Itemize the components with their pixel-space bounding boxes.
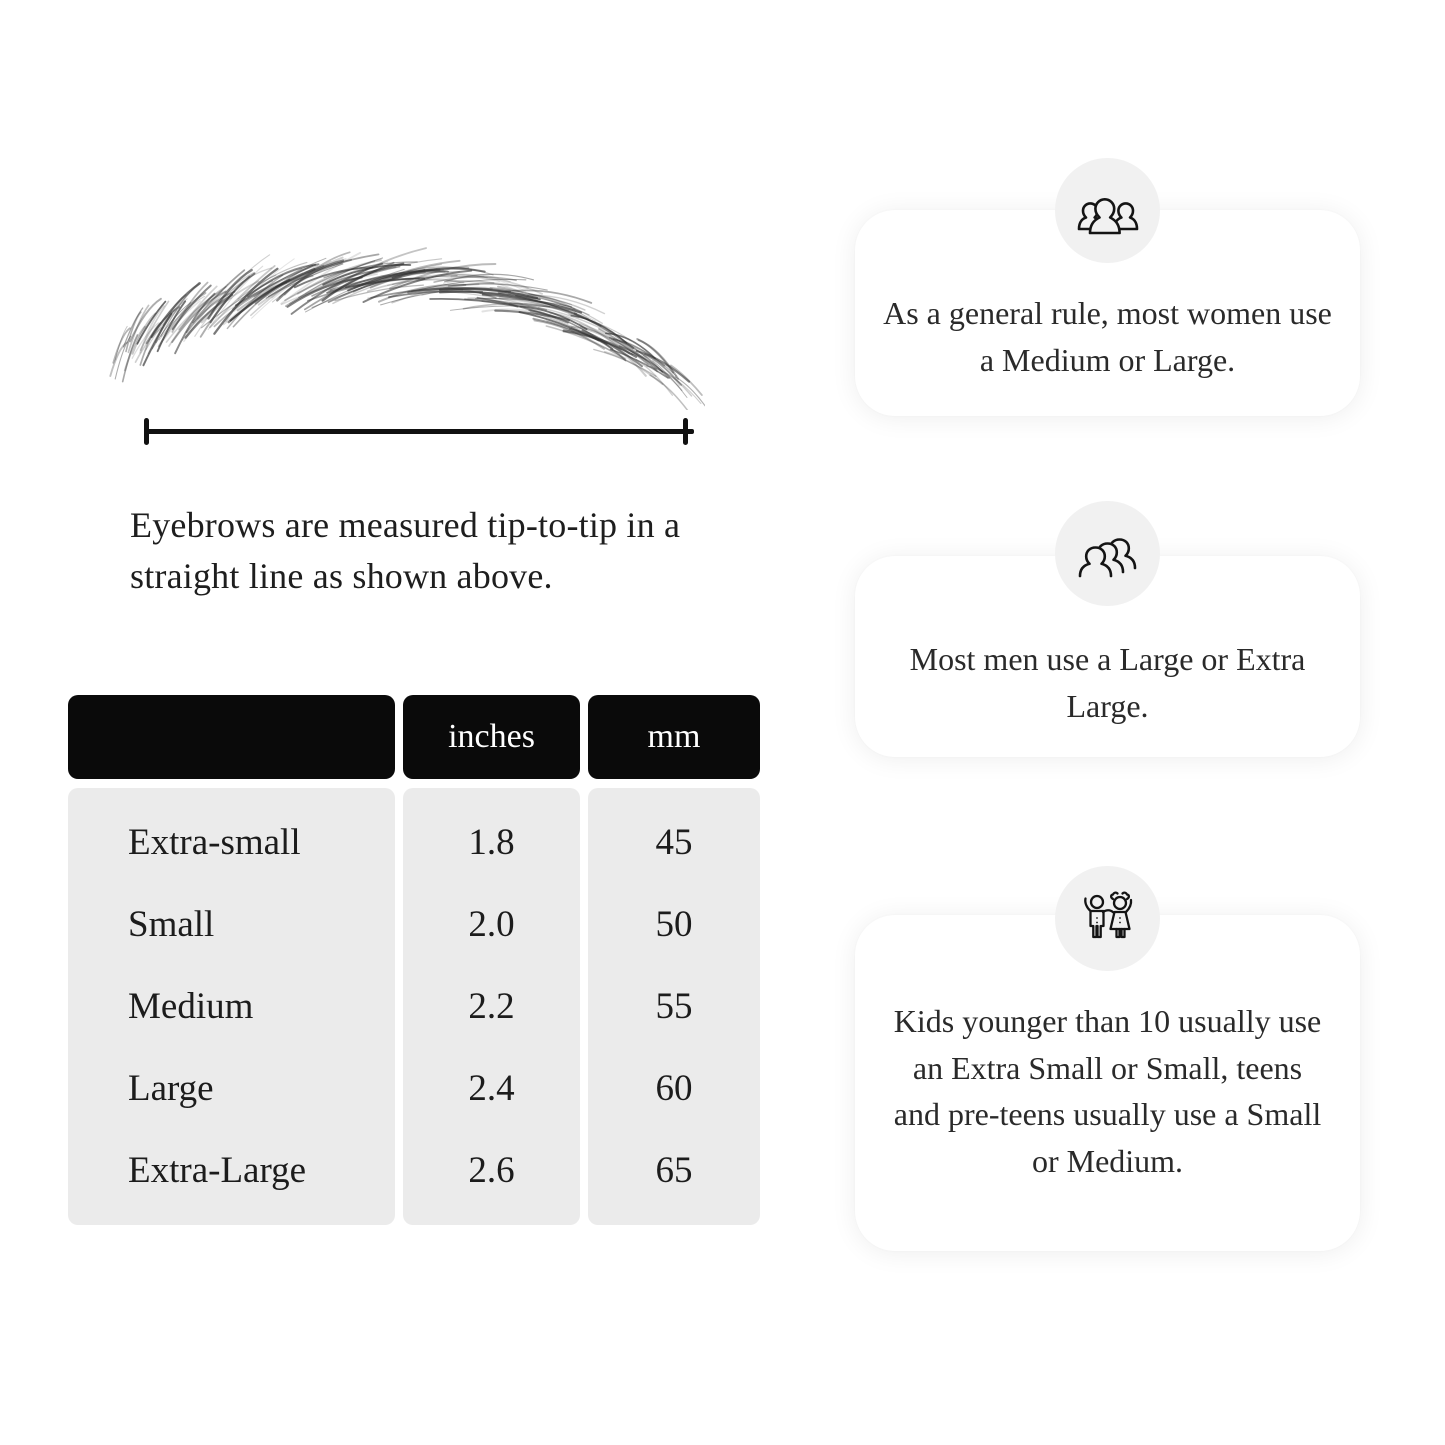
table-cell-inches: 2.0 (468, 903, 515, 945)
table-cell-inches: 2.2 (468, 985, 515, 1027)
table-column-size (68, 788, 395, 1225)
table-cell-mm: 55 (655, 985, 693, 1027)
info-card-kids-text: Kids younger than 10 usually use an Extra Small or Small, teens and pre-teens usually use a Small or Medium. (893, 1003, 1322, 1179)
table-header-inches: inches (403, 695, 580, 779)
table-row-label: Small (128, 903, 215, 945)
table-header-mm: mm (588, 695, 760, 779)
eyebrow-illustration (105, 225, 705, 410)
table-column-inches (403, 788, 580, 1225)
measurement-ruler (146, 429, 694, 434)
table-header-size (68, 695, 395, 779)
table-row-label: Extra-small (128, 821, 301, 863)
kids-icon (1055, 866, 1160, 971)
table-cell-mm: 65 (655, 1149, 693, 1191)
table-cell-mm: 50 (655, 903, 693, 945)
size-table (68, 695, 760, 1225)
table-cell-mm: 60 (655, 1067, 693, 1109)
women-group-icon (1055, 158, 1160, 263)
info-card-men-text: Most men use a Large or Extra Large. (909, 641, 1306, 724)
table-cell-inches: 1.8 (468, 821, 515, 863)
table-cell-inches: 2.4 (468, 1067, 515, 1109)
info-card-women-text: As a general rule, most women use a Medium or Large. (883, 295, 1332, 378)
table-cell-inches: 2.6 (468, 1149, 515, 1191)
measurement-caption: Eyebrows are measured tip-to-tip in a straight line as shown above. (130, 505, 681, 596)
table-cell-mm: 45 (655, 821, 693, 863)
table-row-label: Large (128, 1067, 214, 1109)
eyebrow-sketch-svg (105, 225, 705, 410)
men-group-icon (1055, 501, 1160, 606)
table-column-mm (588, 788, 760, 1225)
table-row-label: Extra-Large (128, 1149, 307, 1191)
ruler-tick-right (683, 418, 688, 445)
table-row-label: Medium (128, 985, 254, 1027)
